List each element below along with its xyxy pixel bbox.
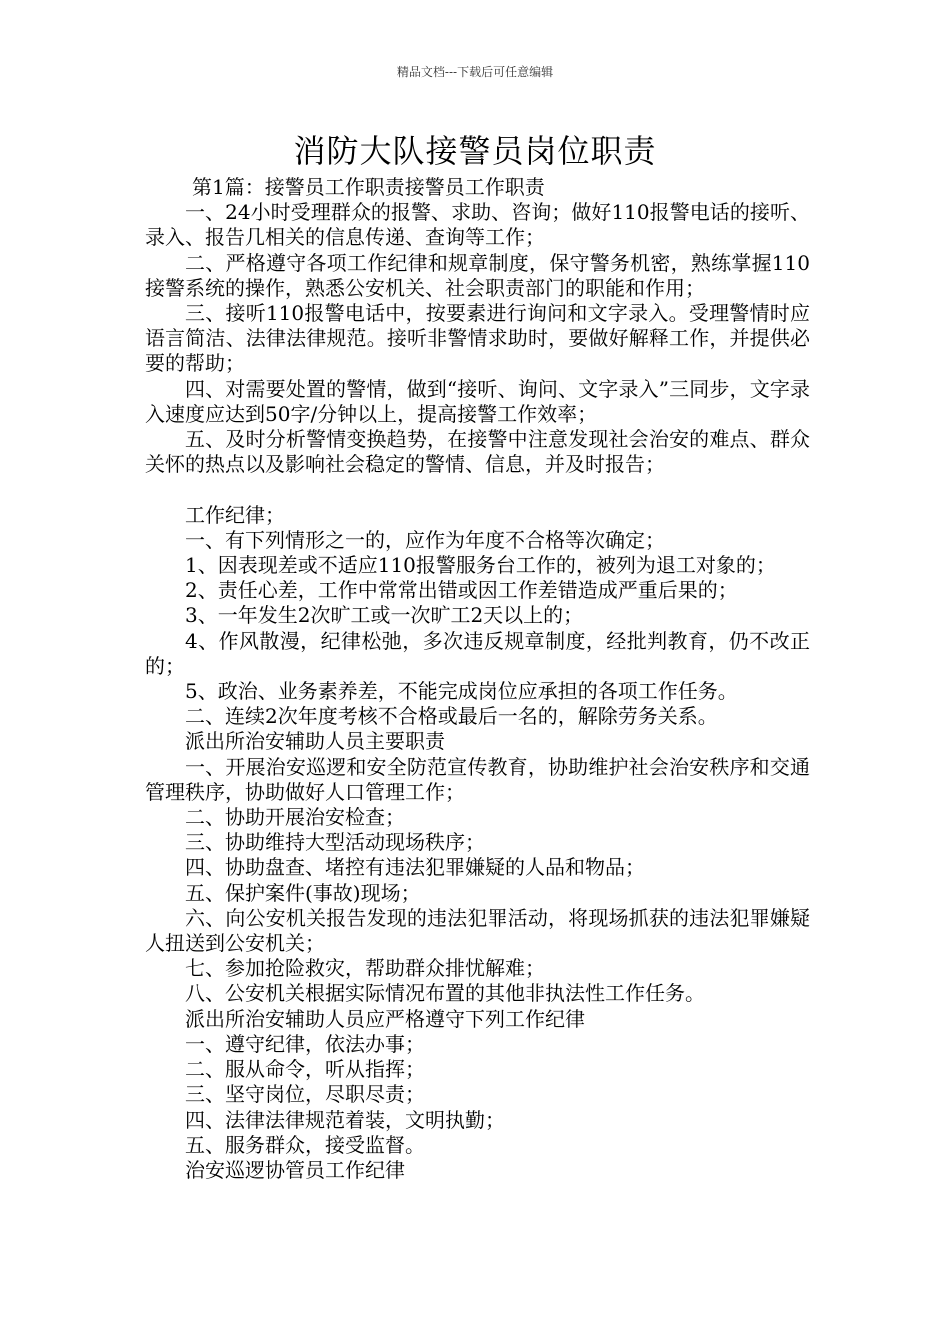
paragraph: 五、保护案件(事故)现场； xyxy=(185,880,421,905)
document-body xyxy=(145,175,810,1183)
paragraph: 2、责任心差，工作中常常出错或因工作差错造成严重后果的； xyxy=(185,578,738,603)
paragraph: 派出所治安辅助人员主要职责 xyxy=(185,729,445,754)
paragraph: 治安巡逻协管员工作纪律 xyxy=(185,1157,405,1182)
paragraph: 派出所治安辅助人员应严格遵守下列工作纪律 xyxy=(185,1006,585,1031)
paragraph: 二、服从命令，听从指挥； xyxy=(185,1057,425,1082)
paragraph: 二、严格遵守各项工作纪律和规章制度，保守警务机密，熟练掌握110接警系统的操作，熟悉公安机关、社会职责部门的职能和作用； xyxy=(145,250,810,300)
paragraph: 八、公安机关根据实际情况布置的其他非执法性工作任务。 xyxy=(185,981,705,1006)
paragraph: 二、协助开展治安检查； xyxy=(185,805,405,830)
paragraph: 三、协助维持大型活动现场秩序； xyxy=(185,830,485,855)
blank-line xyxy=(145,477,810,502)
paragraph: 四、对需要处置的警情，做到“接听、询问、文字录入”三同步，文字录入速度应达到50字/分钟以上，提高接警工作效率； xyxy=(145,376,810,426)
paragraph: 工作纪律； xyxy=(185,502,285,527)
paragraph: 第1篇：接警员工作职责接警员工作职责 xyxy=(192,175,545,199)
document-title: 消防大队接警员岗位职责 xyxy=(293,132,657,170)
paragraph: 1、因表现差或不适应110报警服务台工作的，被列为退工对象的； xyxy=(185,553,776,578)
paragraph: 六、向公安机关报告发现的违法犯罪活动，将现场抓获的违法犯罪嫌疑人扭送到公安机关； xyxy=(145,905,810,956)
paragraph: 二、连续2次年度考核不合格或最后一名的，解除劳务关系。 xyxy=(185,704,718,729)
paragraph: 一、24小时受理群众的报警、求助、咨询；做好110报警电话的接听、录入、报告几相关的信息传递、查询等工作； xyxy=(145,200,810,250)
paragraph: 三、接听110报警电话中，按要素进行询问和文字录入。受理警情时应语言简洁、法律法律规范。接听非警情求助时，要做好解释工作，并提供必要的帮助； xyxy=(145,301,810,376)
paragraph: 四、协助盘查、堵控有违法犯罪嫌疑的人品和物品； xyxy=(185,855,645,880)
header-note: 精品文档---下载后可任意编辑 xyxy=(396,65,554,79)
paragraph: 一、开展治安巡逻和安全防范宣传教育，协助维护社会治安秩序和交通管理秩序，协助做好人口管理工作； xyxy=(145,754,810,804)
paragraph: 4、作风散漫，纪律松弛，多次违反规章制度，经批判教育，仍不改正的； xyxy=(145,628,810,678)
paragraph: 三、坚守岗位，尽职尽责； xyxy=(185,1082,425,1107)
paragraph: 五、及时分析警情变换趋势，在接警中注意发现社会治安的难点、群众关怀的热点以及影响社会稳定的警情、信息，并及时报告； xyxy=(145,427,810,477)
paragraph: 5、政治、业务素养差，不能完成岗位应承担的各项工作任务。 xyxy=(185,679,738,704)
paragraph: 七、参加抢险救灾，帮助群众排忧解难； xyxy=(185,956,545,981)
paragraph: 四、法律法律规范着装，文明执勤； xyxy=(185,1107,505,1132)
paragraph: 一、遵守纪律，依法办事； xyxy=(185,1031,425,1056)
paragraph: 一、有下列情形之一的，应作为年度不合格等次确定； xyxy=(185,527,665,552)
paragraph: 五、服务群众，接受监督。 xyxy=(185,1132,425,1157)
paragraph: 3、一年发生2次旷工或一次旷工2天以上的； xyxy=(185,603,584,628)
